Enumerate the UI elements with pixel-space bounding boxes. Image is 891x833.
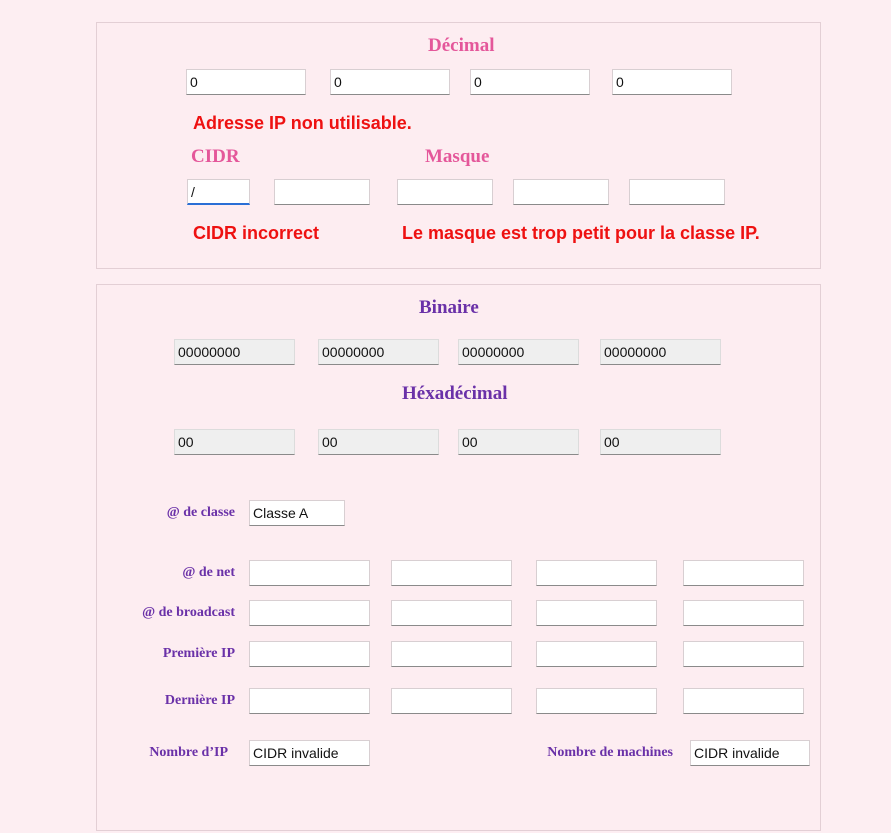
broadcast-octet-4[interactable] (683, 600, 804, 626)
masque-error-message: Le masque est trop petit pour la classe IP. (402, 223, 760, 243)
nombre-machines-value (690, 740, 810, 766)
masque-octet-3[interactable] (513, 179, 609, 205)
decimal-octet-1[interactable] (186, 69, 306, 95)
hexa-octet-3 (458, 429, 579, 455)
hexa-octet-2 (318, 429, 439, 455)
hexadecimal-title: Héxadécimal (402, 383, 508, 404)
decimal-title: Décimal (428, 35, 495, 56)
nombre-machines-label: Nombre de machines (547, 745, 673, 760)
binaire-octet-3 (458, 339, 579, 365)
premiere-ip-label: Première IP (162, 646, 235, 661)
binaire-octet-2 (318, 339, 439, 365)
derniere-ip-octet-3[interactable] (536, 688, 657, 714)
masque-octet-2[interactable] (397, 179, 493, 205)
premiere-ip-octet-1[interactable] (249, 641, 370, 667)
net-octet-4[interactable] (683, 560, 804, 586)
premiere-ip-octet-3[interactable] (536, 641, 657, 667)
derniere-ip-octet-4[interactable] (683, 688, 804, 714)
derniere-ip-octet-2[interactable] (391, 688, 512, 714)
decimal-octet-4[interactable] (612, 69, 732, 95)
decimal-octet-3[interactable] (470, 69, 590, 95)
net-label: @ de net (182, 565, 235, 580)
binaire-octet-4 (600, 339, 721, 365)
premiere-ip-octet-2[interactable] (391, 641, 512, 667)
nombre-ip-label: Nombre d’IP (149, 745, 228, 760)
cidr-title: CIDR (191, 146, 240, 167)
ip-error-message: Adresse IP non utilisable. (193, 113, 412, 133)
hexa-octet-1 (174, 429, 295, 455)
broadcast-octet-2[interactable] (391, 600, 512, 626)
broadcast-octet-3[interactable] (536, 600, 657, 626)
classe-label: @ de classe (166, 505, 235, 520)
masque-octet-1[interactable] (274, 179, 370, 205)
binaire-octet-1 (174, 339, 295, 365)
cidr-error-message: CIDR incorrect (193, 223, 320, 243)
masque-octet-4[interactable] (629, 179, 725, 205)
derniere-ip-octet-1[interactable] (249, 688, 370, 714)
decimal-octet-2[interactable] (330, 69, 450, 95)
binaire-title: Binaire (419, 297, 479, 318)
classe-value (249, 500, 345, 526)
masque-title: Masque (425, 146, 490, 167)
broadcast-label: @ de broadcast (142, 605, 235, 620)
broadcast-octet-1[interactable] (249, 600, 370, 626)
nombre-ip-value (249, 740, 370, 766)
net-octet-1[interactable] (249, 560, 370, 586)
hexa-octet-4 (600, 429, 721, 455)
net-octet-3[interactable] (536, 560, 657, 586)
derniere-ip-label: Dernière IP (164, 693, 235, 708)
premiere-ip-octet-4[interactable] (683, 641, 804, 667)
cidr-input[interactable] (187, 179, 250, 205)
net-octet-2[interactable] (391, 560, 512, 586)
